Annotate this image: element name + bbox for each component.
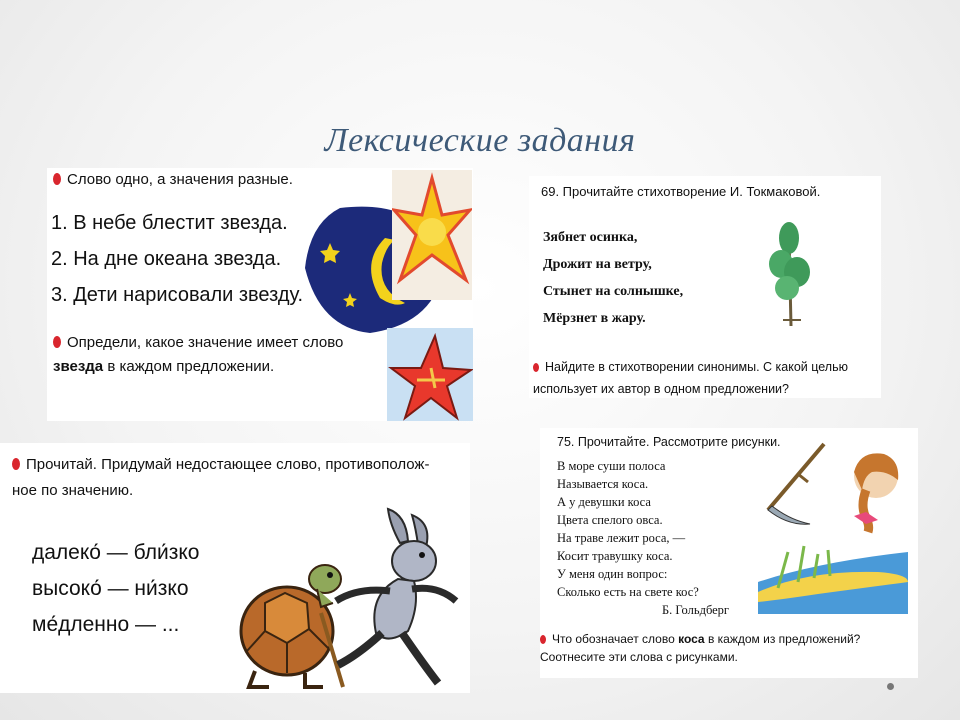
bullet-icon	[12, 458, 20, 470]
bullet-icon	[53, 336, 61, 348]
card4-poem-line-1: В море суши полоса	[557, 459, 666, 473]
sand-spit-icon	[758, 542, 908, 614]
card3-instruction: Прочитай. Придумай недостающее слово, противополож- ное по значению.	[12, 456, 430, 499]
card2-task: Найдите в стихотворении синонимы. С какой целью использует их автор в одном предложении?	[533, 360, 848, 396]
card1-task-keyword: звезда	[53, 358, 104, 375]
card1-sentence-3: 3. Дети нарисовали звезду.	[51, 284, 304, 306]
card1-task: Определи, какое значение имеет слово звезда в каждом предложении.	[53, 334, 344, 375]
card1-instruction: Слово одно, а значения разные.	[53, 171, 293, 188]
card-antonyms	[0, 443, 470, 693]
card3-pair-2: высоко́ — ни́зко	[32, 577, 189, 600]
card4-heading: 75. Прочитайте. Рассмотрите рисунки.	[557, 435, 781, 449]
card4-poem-line-8: Сколько есть на свете кос?	[557, 585, 699, 599]
card4-poem-line-7: У меня один вопрос:	[557, 567, 668, 581]
card2-poem-line-4: Мёрзнет в жару.	[543, 311, 646, 326]
card4-poem-line-3: А у девушки коса	[557, 495, 651, 509]
aspen-tree-icon	[767, 216, 813, 328]
scythe-icon	[748, 440, 830, 528]
hare-icon	[328, 505, 468, 691]
card4-poem-line-2: Называется коса.	[557, 477, 649, 491]
card2-poem-line-3: Стынет на солнышке,	[543, 284, 684, 299]
card4-author: Б. Гольдберг	[662, 603, 730, 617]
card4-poem-line-5: На траве лежит роса, —	[557, 531, 686, 545]
card2-poem-line-2: Дрожит на ветру,	[543, 257, 652, 272]
card3-pair-1: далеко́ — бли́зко	[32, 541, 200, 564]
card-kosa-poem	[540, 428, 918, 678]
slide-title: Лексические задания	[324, 122, 636, 159]
card-poem-tokmakova	[529, 176, 881, 398]
drawn-star-icon	[392, 170, 472, 300]
card4-task: Что обозначает слово коса в каждом из предложений? Соотнесите эти слова с рисунками.	[540, 632, 861, 664]
starfish-icon	[387, 328, 473, 421]
bullet-icon	[540, 635, 546, 644]
card-star-meanings	[47, 168, 473, 421]
card1-sentence-1: 1. В небе блестит звезда.	[51, 212, 288, 234]
card4-poem-line-4: Цвета спелого овса.	[557, 513, 663, 527]
card1-sentence-2: 2. На дне океана звезда.	[51, 248, 282, 270]
slide-indicator-dot	[887, 683, 894, 690]
card4-poem-line-6: Косит травушку коса.	[557, 549, 673, 563]
bullet-icon	[53, 173, 61, 185]
card2-poem-line-1: Зябнет осинка,	[543, 230, 638, 245]
girl-braid-icon	[842, 450, 902, 536]
card3-pair-3: ме́дленно — ...	[32, 613, 180, 636]
card4-task-keyword: коса	[678, 632, 705, 646]
card2-heading: 69. Прочитайте стихотворение И. Токмаковой.	[541, 184, 821, 199]
bullet-icon	[533, 363, 539, 372]
